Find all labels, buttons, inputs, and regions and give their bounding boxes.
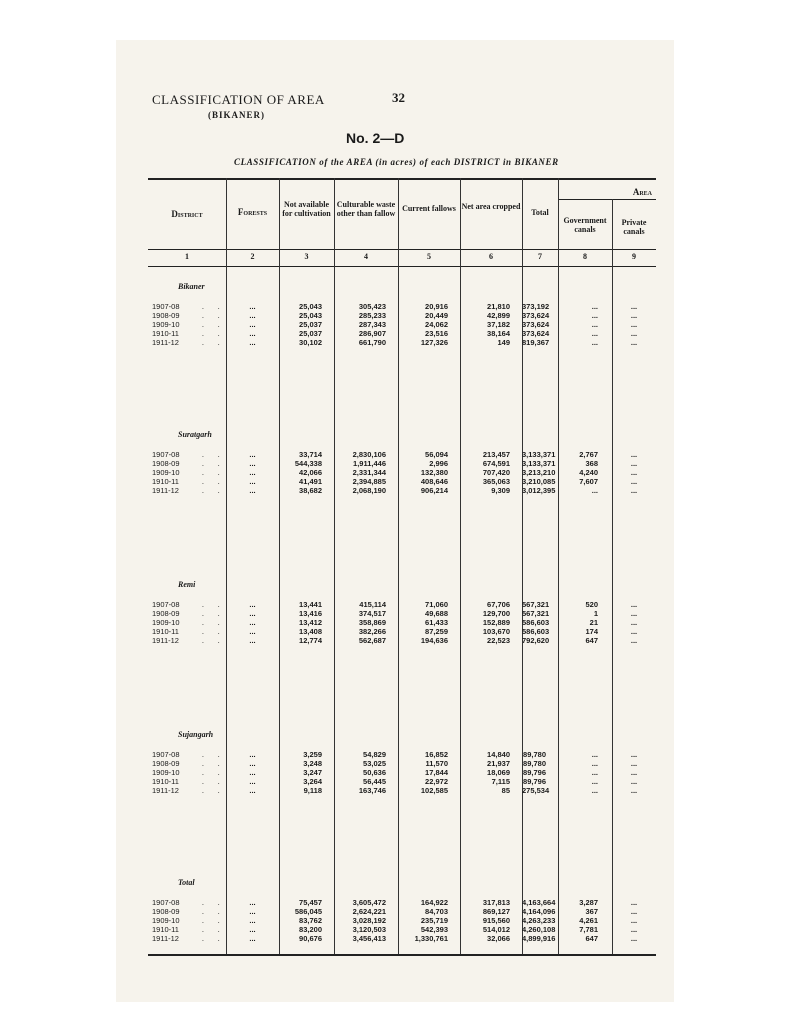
cell-c9: ... bbox=[630, 627, 638, 636]
cell-c6: 42,899 bbox=[487, 311, 510, 320]
cell-c3: 544,338 bbox=[294, 459, 322, 468]
column-number-1: 1 bbox=[185, 252, 189, 261]
cell-c5: 71,060 bbox=[425, 600, 448, 609]
cell-c3: 83,762 bbox=[299, 916, 322, 925]
cell-c7: 3,210,085 bbox=[522, 477, 556, 486]
cell-c9: ... bbox=[630, 320, 638, 329]
cell-forests: ... bbox=[249, 459, 256, 468]
cell-c3: 25,043 bbox=[299, 302, 322, 311]
row-leader-dots: . . bbox=[202, 450, 226, 459]
cell-c9: ... bbox=[630, 925, 638, 934]
cell-c3: 41,491 bbox=[299, 477, 322, 486]
cell-c8: 4,261 bbox=[579, 916, 598, 925]
cell-c7: 586,603 bbox=[522, 627, 550, 636]
cell-forests: ... bbox=[249, 934, 256, 943]
cell-c6: 129,700 bbox=[482, 609, 510, 618]
cell-c9: ... bbox=[630, 618, 638, 627]
row-year: 1910-11 bbox=[152, 627, 179, 636]
cell-c9: ... bbox=[630, 468, 638, 477]
cell-c9: ... bbox=[630, 311, 638, 320]
cell-c6: 38,164 bbox=[487, 329, 510, 338]
row-leader-dots: . . bbox=[202, 759, 226, 768]
cell-c8: ... bbox=[591, 320, 598, 329]
cell-c8: 368 bbox=[585, 459, 598, 468]
cell-c6: 365,063 bbox=[482, 477, 510, 486]
column-header-6: Net area cropped bbox=[461, 202, 521, 211]
cell-c4: 286,907 bbox=[358, 329, 386, 338]
row-year: 1908-09 bbox=[152, 311, 180, 320]
row-year: 1907-08 bbox=[152, 750, 180, 759]
cell-c5: 542,393 bbox=[420, 925, 448, 934]
cell-forests: ... bbox=[249, 468, 256, 477]
cell-c7: 89,796 bbox=[523, 768, 546, 777]
cell-forests: ... bbox=[249, 609, 256, 618]
cell-c5: 56,094 bbox=[425, 450, 448, 459]
table-bottom-rule bbox=[148, 954, 656, 956]
cell-c4: 285,233 bbox=[358, 311, 386, 320]
cell-c8: ... bbox=[591, 750, 598, 759]
row-year: 1907-08 bbox=[152, 450, 180, 459]
cell-c4: 3,605,472 bbox=[352, 898, 386, 907]
cell-c7: 275,534 bbox=[522, 786, 550, 795]
cell-forests: ... bbox=[249, 636, 256, 645]
table-top-rule bbox=[148, 178, 656, 180]
area-group-rule bbox=[558, 199, 656, 200]
cell-c8: ... bbox=[591, 311, 598, 320]
cell-c4: 287,343 bbox=[358, 320, 386, 329]
cell-c8: 647 bbox=[585, 636, 598, 645]
cell-c4: 3,028,192 bbox=[352, 916, 386, 925]
column-number-3: 3 bbox=[304, 252, 309, 261]
colnum-bottom-rule bbox=[148, 266, 656, 267]
cell-c6: 21,810 bbox=[487, 302, 510, 311]
cell-c7: 3,133,371 bbox=[522, 459, 556, 468]
cell-c8: ... bbox=[591, 302, 598, 311]
row-year: 1910-11 bbox=[152, 925, 179, 934]
cell-c9: ... bbox=[630, 759, 638, 768]
cell-c4: 2,394,885 bbox=[352, 477, 386, 486]
cell-c7: 373,624 bbox=[522, 311, 550, 320]
cell-c9: ... bbox=[630, 786, 638, 795]
cell-c5: 127,326 bbox=[420, 338, 448, 347]
cell-c8: 2,767 bbox=[579, 450, 598, 459]
column-header-3: Not available for cultivation bbox=[282, 200, 331, 218]
cell-c3: 38,682 bbox=[299, 486, 322, 495]
area-group-label: Area bbox=[632, 187, 652, 197]
cell-c4: 305,423 bbox=[358, 302, 386, 311]
cell-c6: 67,706 bbox=[487, 600, 510, 609]
cell-c4: 54,829 bbox=[363, 750, 386, 759]
cell-c3: 42,066 bbox=[299, 468, 322, 477]
cell-c6: 149 bbox=[497, 338, 510, 347]
row-leader-dots: . . bbox=[202, 916, 226, 925]
cell-forests: ... bbox=[249, 311, 256, 320]
column-rule bbox=[279, 178, 280, 954]
row-leader-dots: . . bbox=[202, 907, 226, 916]
cell-c9: ... bbox=[630, 329, 638, 338]
row-year: 1911-12 bbox=[152, 786, 179, 795]
cell-c9: ... bbox=[630, 636, 638, 645]
cell-forests: ... bbox=[249, 600, 256, 609]
cell-c6: 18,069 bbox=[487, 768, 510, 777]
cell-c5: 84,703 bbox=[425, 907, 448, 916]
column-number-8: 8 bbox=[583, 252, 587, 261]
cell-c5: 2,996 bbox=[429, 459, 448, 468]
cell-c4: 3,456,413 bbox=[352, 934, 386, 943]
cell-c7: 819,367 bbox=[522, 338, 550, 347]
cell-c8: 367 bbox=[585, 907, 598, 916]
cell-c4: 2,331,344 bbox=[352, 468, 386, 477]
row-year: 1911-12 bbox=[152, 486, 179, 495]
cell-forests: ... bbox=[249, 777, 256, 786]
cell-c3: 3,247 bbox=[303, 768, 322, 777]
cell-c5: 16,852 bbox=[425, 750, 448, 759]
column-header-2: Forests bbox=[237, 207, 268, 217]
column-rule bbox=[558, 178, 559, 954]
cell-c7: 89,780 bbox=[523, 759, 546, 768]
cell-c3: 12,774 bbox=[299, 636, 322, 645]
cell-c9: ... bbox=[630, 338, 638, 347]
cell-c8: 4,240 bbox=[579, 468, 598, 477]
row-leader-dots: . . bbox=[202, 302, 226, 311]
cell-c7: 373,624 bbox=[522, 320, 550, 329]
cell-c4: 56,445 bbox=[363, 777, 386, 786]
column-number-5: 5 bbox=[427, 252, 431, 261]
cell-c8: 21 bbox=[589, 618, 598, 627]
cell-c3: 9,118 bbox=[303, 786, 322, 795]
cell-c6: 869,127 bbox=[482, 907, 510, 916]
cell-c3: 25,037 bbox=[299, 320, 322, 329]
row-year: 1909-10 bbox=[152, 468, 180, 477]
cell-c5: 20,449 bbox=[425, 311, 448, 320]
cell-c4: 53,025 bbox=[363, 759, 386, 768]
column-header-7: Total bbox=[531, 208, 549, 217]
cell-c6: 22,523 bbox=[487, 636, 510, 645]
row-leader-dots: . . bbox=[202, 477, 226, 486]
cell-c3: 75,457 bbox=[299, 898, 322, 907]
cell-forests: ... bbox=[249, 786, 256, 795]
column-rule bbox=[334, 178, 335, 954]
column-header-9: Private canals bbox=[621, 218, 647, 236]
running-header-title: CLASSIFICATION OF AREA bbox=[152, 92, 325, 107]
cell-c7: 89,780 bbox=[523, 750, 546, 759]
cell-c8: ... bbox=[591, 329, 598, 338]
cell-c4: 1,911,446 bbox=[353, 459, 386, 468]
column-number-9: 9 bbox=[632, 252, 636, 261]
cell-forests: ... bbox=[249, 486, 256, 495]
row-leader-dots: . . bbox=[202, 329, 226, 338]
row-year: 1907-08 bbox=[152, 600, 180, 609]
district-name: Remi bbox=[178, 580, 196, 589]
cell-forests: ... bbox=[249, 768, 256, 777]
row-leader-dots: . . bbox=[202, 320, 226, 329]
cell-c5: 24,062 bbox=[425, 320, 448, 329]
row-year: 1911-12 bbox=[152, 934, 179, 943]
cell-c7: 792,620 bbox=[522, 636, 550, 645]
cell-c4: 3,120,503 bbox=[352, 925, 386, 934]
column-number-2: 2 bbox=[250, 252, 255, 261]
cell-c3: 13,408 bbox=[299, 627, 322, 636]
cell-forests: ... bbox=[249, 916, 256, 925]
column-header-8: Government canals bbox=[563, 216, 607, 234]
row-year: 1911-12 bbox=[152, 338, 179, 347]
cell-forests: ... bbox=[249, 338, 256, 347]
cell-c5: 102,585 bbox=[420, 786, 448, 795]
cell-c8: ... bbox=[591, 768, 598, 777]
row-leader-dots: . . bbox=[202, 609, 226, 618]
cell-c9: ... bbox=[630, 768, 638, 777]
row-leader-dots: . . bbox=[202, 925, 226, 934]
row-year: 1910-11 bbox=[152, 477, 179, 486]
row-leader-dots: . . bbox=[202, 786, 226, 795]
cell-c9: ... bbox=[630, 459, 638, 468]
row-leader-dots: . . bbox=[202, 636, 226, 645]
column-header-4: Culturable waste other than fallow bbox=[336, 200, 396, 218]
cell-c9: ... bbox=[630, 916, 638, 925]
row-year: 1910-11 bbox=[152, 777, 179, 786]
cell-c5: 132,380 bbox=[420, 468, 448, 477]
cell-c5: 23,516 bbox=[425, 329, 448, 338]
cell-c7: 586,603 bbox=[522, 618, 550, 627]
cell-c7: 567,321 bbox=[522, 609, 550, 618]
cell-forests: ... bbox=[249, 759, 256, 768]
cell-forests: ... bbox=[249, 302, 256, 311]
row-year: 1907-08 bbox=[152, 302, 180, 311]
cell-c5: 408,646 bbox=[420, 477, 448, 486]
cell-c8: ... bbox=[591, 786, 598, 795]
cell-c4: 2,068,190 bbox=[352, 486, 386, 495]
cell-c7: 4,899,916 bbox=[522, 934, 556, 943]
row-year: 1908-09 bbox=[152, 759, 180, 768]
row-leader-dots: . . bbox=[202, 486, 226, 495]
column-rule bbox=[460, 178, 461, 954]
cell-c4: 382,266 bbox=[358, 627, 386, 636]
cell-forests: ... bbox=[249, 450, 256, 459]
cell-c3: 13,416 bbox=[299, 609, 322, 618]
cell-c3: 13,412 bbox=[299, 618, 322, 627]
column-rule bbox=[522, 178, 523, 954]
row-year: 1909-10 bbox=[152, 320, 180, 329]
cell-c3: 3,248 bbox=[303, 759, 322, 768]
cell-c6: 152,889 bbox=[482, 618, 510, 627]
row-year: 1907-08 bbox=[152, 898, 180, 907]
cell-forests: ... bbox=[249, 477, 256, 486]
column-header-1: District bbox=[171, 209, 203, 219]
row-year: 1909-10 bbox=[152, 768, 180, 777]
cell-c4: 2,830,106 bbox=[352, 450, 386, 459]
cell-c3: 83,200 bbox=[299, 925, 322, 934]
cell-c6: 213,457 bbox=[482, 450, 510, 459]
cell-c8: 174 bbox=[585, 627, 598, 636]
cell-c8: 7,607 bbox=[579, 477, 598, 486]
cell-forests: ... bbox=[249, 627, 256, 636]
cell-c8: ... bbox=[591, 777, 598, 786]
cell-c9: ... bbox=[630, 934, 638, 943]
cell-c3: 3,264 bbox=[303, 777, 322, 786]
cell-c6: 37,182 bbox=[487, 320, 510, 329]
cell-c6: 915,560 bbox=[482, 916, 510, 925]
cell-c7: 373,192 bbox=[522, 302, 550, 311]
cell-c5: 22,972 bbox=[425, 777, 448, 786]
cell-c7: 3,012,395 bbox=[522, 486, 556, 495]
cell-c3: 25,037 bbox=[299, 329, 322, 338]
column-rule bbox=[226, 178, 227, 954]
row-year: 1911-12 bbox=[152, 636, 179, 645]
cell-c3: 90,676 bbox=[299, 934, 322, 943]
cell-c5: 20,916 bbox=[425, 302, 448, 311]
cell-c9: ... bbox=[630, 750, 638, 759]
row-leader-dots: . . bbox=[202, 934, 226, 943]
column-number-7: 7 bbox=[538, 252, 542, 261]
column-number-6: 6 bbox=[489, 252, 493, 261]
row-year: 1908-09 bbox=[152, 609, 180, 618]
cell-forests: ... bbox=[249, 898, 256, 907]
cell-c9: ... bbox=[630, 486, 638, 495]
row-leader-dots: . . bbox=[202, 618, 226, 627]
header-bottom-rule bbox=[148, 249, 656, 250]
cell-c6: 103,670 bbox=[482, 627, 510, 636]
cell-c6: 674,591 bbox=[482, 459, 510, 468]
cell-c9: ... bbox=[630, 600, 638, 609]
cell-c9: ... bbox=[630, 907, 638, 916]
cell-c5: 87,259 bbox=[425, 627, 448, 636]
row-year: 1908-09 bbox=[152, 459, 180, 468]
cell-c3: 33,714 bbox=[299, 450, 322, 459]
district-name: Total bbox=[178, 878, 195, 887]
row-leader-dots: . . bbox=[202, 468, 226, 477]
cell-c7: 4,163,664 bbox=[522, 898, 556, 907]
cell-c4: 661,790 bbox=[358, 338, 386, 347]
cell-c5: 194,636 bbox=[420, 636, 448, 645]
cell-c9: ... bbox=[630, 450, 638, 459]
cell-c9: ... bbox=[630, 609, 638, 618]
row-leader-dots: . . bbox=[202, 898, 226, 907]
cell-forests: ... bbox=[249, 329, 256, 338]
cell-c7: 4,263,233 bbox=[522, 916, 556, 925]
cell-c9: ... bbox=[630, 302, 638, 311]
row-leader-dots: . . bbox=[202, 627, 226, 636]
cell-c8: ... bbox=[591, 486, 598, 495]
cell-c6: 514,012 bbox=[482, 925, 510, 934]
cell-c3: 3,259 bbox=[303, 750, 322, 759]
cell-c8: 647 bbox=[585, 934, 598, 943]
cell-c8: ... bbox=[591, 338, 598, 347]
cell-c5: 235,719 bbox=[420, 916, 448, 925]
cell-c9: ... bbox=[630, 477, 638, 486]
document-page bbox=[116, 40, 674, 1002]
cell-c8: ... bbox=[591, 759, 598, 768]
cell-c5: 906,214 bbox=[420, 486, 448, 495]
cell-c3: 586,045 bbox=[294, 907, 322, 916]
cell-forests: ... bbox=[249, 618, 256, 627]
cell-c6: 32,066 bbox=[487, 934, 510, 943]
running-header-subtitle: (BIKANER) bbox=[208, 110, 266, 120]
cell-c8: 520 bbox=[585, 600, 598, 609]
cell-c9: ... bbox=[630, 777, 638, 786]
cell-c4: 562,687 bbox=[358, 636, 386, 645]
cell-forests: ... bbox=[249, 750, 256, 759]
cell-c9: ... bbox=[630, 898, 638, 907]
column-header-5: Current fallows bbox=[402, 204, 456, 213]
cell-c3: 13,441 bbox=[299, 600, 322, 609]
row-leader-dots: . . bbox=[202, 768, 226, 777]
district-name: Bikaner bbox=[178, 282, 205, 291]
row-leader-dots: . . bbox=[202, 600, 226, 609]
cell-c4: 163,746 bbox=[358, 786, 386, 795]
column-rule bbox=[398, 178, 399, 954]
row-leader-dots: . . bbox=[202, 777, 226, 786]
cell-c6: 21,937 bbox=[487, 759, 510, 768]
cell-c6: 85 bbox=[501, 786, 510, 795]
cell-c8: 3,287 bbox=[579, 898, 598, 907]
cell-c7: 4,260,108 bbox=[522, 925, 556, 934]
cell-c4: 2,624,221 bbox=[352, 907, 386, 916]
cell-c6: 14,840 bbox=[487, 750, 510, 759]
column-number-4: 4 bbox=[364, 252, 368, 261]
cell-c7: 567,321 bbox=[522, 600, 550, 609]
cell-c4: 358,869 bbox=[358, 618, 386, 627]
cell-c4: 374,517 bbox=[358, 609, 386, 618]
row-leader-dots: . . bbox=[202, 338, 226, 347]
cell-c6: 9,309 bbox=[491, 486, 510, 495]
cell-c5: 11,570 bbox=[425, 759, 448, 768]
table-number: No. 2—D bbox=[346, 130, 405, 146]
cell-forests: ... bbox=[249, 925, 256, 934]
cell-c4: 50,636 bbox=[363, 768, 386, 777]
cell-c7: 373,624 bbox=[522, 329, 550, 338]
cell-c5: 61,433 bbox=[425, 618, 448, 627]
district-name: Suratgarh bbox=[178, 430, 212, 439]
row-year: 1909-10 bbox=[152, 618, 180, 627]
cell-forests: ... bbox=[249, 320, 256, 329]
row-leader-dots: . . bbox=[202, 311, 226, 320]
cell-c7: 89,796 bbox=[523, 777, 546, 786]
cell-c5: 164,922 bbox=[420, 898, 448, 907]
row-leader-dots: . . bbox=[202, 459, 226, 468]
cell-forests: ... bbox=[249, 907, 256, 916]
cell-c7: 3,213,210 bbox=[522, 468, 556, 477]
cell-c4: 415,114 bbox=[359, 600, 386, 609]
row-year: 1910-11 bbox=[152, 329, 179, 338]
cell-c6: 317,813 bbox=[482, 898, 510, 907]
cell-c3: 30,102 bbox=[299, 338, 322, 347]
cell-c7: 4,164,096 bbox=[522, 907, 556, 916]
row-year: 1908-09 bbox=[152, 907, 180, 916]
cell-c5: 49,688 bbox=[425, 609, 448, 618]
cell-c6: 707,420 bbox=[482, 468, 510, 477]
table-caption: CLASSIFICATION of the AREA (in acres) of each DISTRICT in BIKANER bbox=[234, 157, 559, 167]
district-name: Sujangarh bbox=[178, 730, 214, 739]
cell-c8: 7,781 bbox=[579, 925, 598, 934]
cell-c6: 7,115 bbox=[491, 777, 510, 786]
row-year: 1909-10 bbox=[152, 916, 180, 925]
cell-c3: 25,043 bbox=[299, 311, 322, 320]
cell-c5: 1,330,761 bbox=[414, 934, 448, 943]
cell-c7: 3,133,371 bbox=[522, 450, 556, 459]
cell-c8: 1 bbox=[593, 609, 598, 618]
cell-c5: 17,844 bbox=[425, 768, 448, 777]
page-number: 32 bbox=[392, 90, 405, 105]
row-leader-dots: . . bbox=[202, 750, 226, 759]
